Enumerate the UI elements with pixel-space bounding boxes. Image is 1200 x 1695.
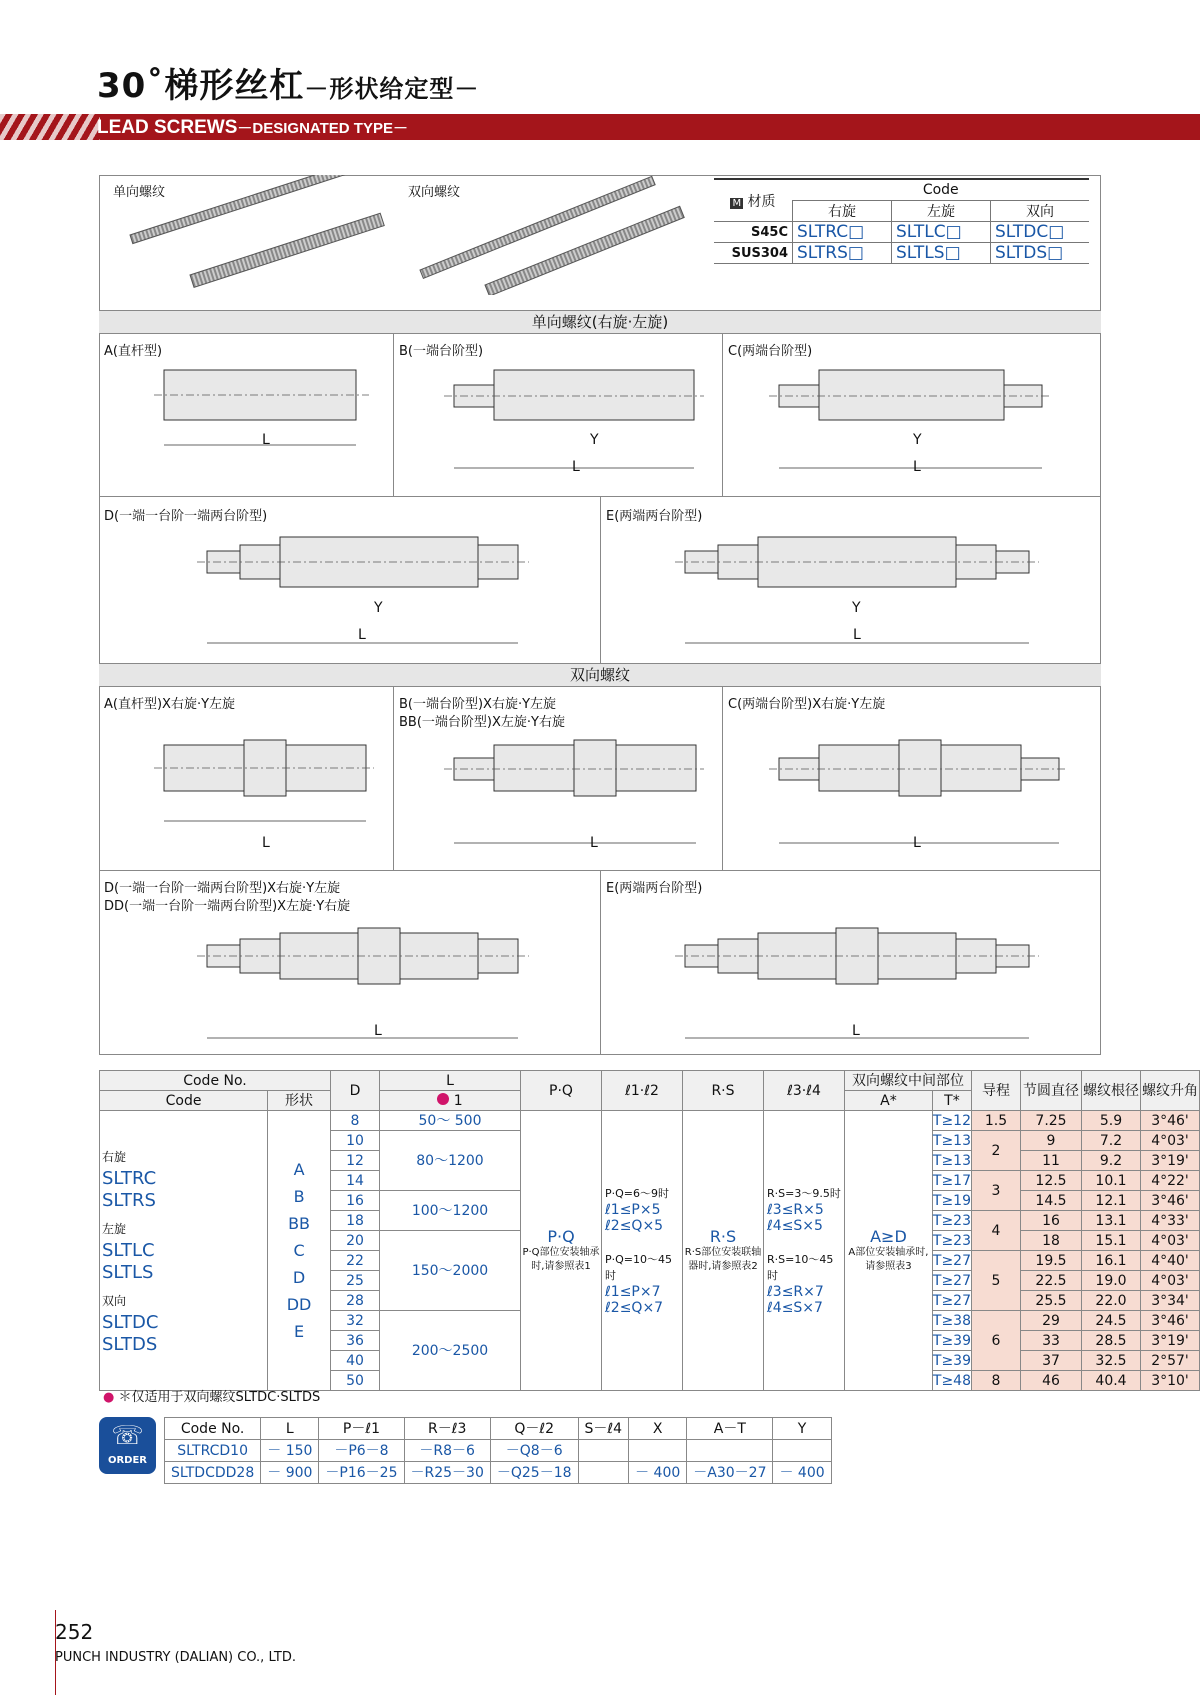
diagram-label: A(直杆型) <box>104 344 163 359</box>
diagram-label: B(一端台阶型) <box>399 344 484 359</box>
double-screw-photo <box>405 175 695 295</box>
code-item: SLTDS <box>102 1333 158 1355</box>
section-double: 双向螺纹 <box>99 663 1101 687</box>
code-item: SLTRS <box>102 1189 156 1211</box>
diagram-label: C(两端台阶型)X右旋·Y左旋 <box>728 697 886 712</box>
th-d: D <box>331 1071 380 1111</box>
diagram-label: D(一端一台阶一端两台阶型) <box>104 509 268 524</box>
th-code: Code <box>100 1091 268 1111</box>
order-table: Code No. L P－ℓ1 R－ℓ3 Q－ℓ2 S－ℓ4 X A－T Y SLTRCD10 － 150 －P6－8 －R8－6 －Q8－6 SLTDCDD28 － 900 －P16－25 －R25－30 －Q25－18 － 400 －A30－27 － 400 <box>164 1417 832 1484</box>
dim-label: L <box>262 835 270 851</box>
technical-drawings <box>99 333 1101 1055</box>
code-cell: SLTLS□ <box>892 243 991 264</box>
th-pq: P·Q <box>521 1071 602 1111</box>
material-s45c: S45C <box>714 222 793 243</box>
col-right: 右旋 <box>793 201 892 222</box>
diagram-label: C(两端台阶型) <box>728 344 813 359</box>
code-header: Code <box>793 179 1090 201</box>
code-cell: SLTRC□ <box>793 222 892 243</box>
order-th: S－ℓ4 <box>578 1418 629 1440</box>
angle-cell: 3°46' <box>1141 1111 1200 1131</box>
diagram-label: A(直杆型)X右旋·Y左旋 <box>104 697 236 712</box>
th-lead: 导程 <box>972 1071 1021 1111</box>
code-cell: SLTDS□ <box>991 243 1090 264</box>
diagram-label: BB(一端台阶型)X左旋·Y右旋 <box>399 715 565 730</box>
pitch-cell: 7.25 <box>1021 1111 1082 1131</box>
spec-note: ● ＊仅适用于双向螺纹SLTDC·SLTDS <box>103 1390 321 1405</box>
code-cat: 右旋 <box>102 1149 127 1164</box>
diagram-label: D(一端一台阶一端两台阶型)X右旋·Y左旋 <box>104 881 341 896</box>
pq-cell: P·Q P·Q部位安装轴承时,请参照表1 <box>521 1111 602 1391</box>
l34-cell: R·S=3～9.5时 ℓ3≤R×5 ℓ4≤S×5 R·S=10～45时 ℓ3≤R×7 ℓ4≤S×7 <box>764 1111 845 1391</box>
dim-label: L <box>262 432 270 448</box>
material-header: M 材质 <box>714 179 793 222</box>
dim-label: L <box>913 835 921 851</box>
dim-label: L <box>853 627 861 643</box>
page-title: 30˚梯形丝杠－形状给定型－ <box>97 66 480 106</box>
material-icon: M <box>732 197 742 209</box>
page-number: 252 <box>55 1620 94 1644</box>
th-mid: 双向螺纹中间部位 <box>845 1071 972 1091</box>
shape-column: A B BB C D DD E <box>268 1111 331 1391</box>
dim-label: Y <box>590 432 599 448</box>
spec-table: Code No. D L P·Q ℓ1·ℓ2 R·S ℓ3·ℓ4 双向螺纹中间部位 导程 节圆直径 螺纹根径 螺纹升角 Code 形状 1 A* T* 右旋 SLTRC SLTRS 左旋 SLTLC SLTLS 双向 SLTDC SLTDS A B BB C D DD E 8 50～ 500 P·Q P·Q部位安装轴承时,请参照表1 P·Q=6～9时 ℓ1≤P×5 ℓ2≤Q×5 P·Q=10～45时 ℓ1≤P×7 ℓ2≤Q×7 R·S R·S部位安装联轴器时,请参照表2 R·S=3～9.5时 ℓ3≤R×5 ℓ4≤S×5 R·S=10～45时 ℓ3≤R×7 ℓ4≤S×7 A≥D A部位安装轴承时,请参照表3 T≥12 1.5 7.25 5.9 3°46' 10 80～1200 T≥13 2 9 7.2 4°03' 12 T≥13 11 9.2 3°19' 14 T≥17 3 12.5 10.1 4°22' 16 100～1200 T≥19 14.5 12.1 3°46' 18 T≥23 4 16 13.1 4°33' 20 150～2000 T≥23 18 15.1 4°03' 22 T≥27 5 19.5 16.1 4°40' 25 T≥27 22.5 19.0 4°03' 28 T≥27 25.5 22.0 3°34' 32 200～2500 T≥38 6 29 24.5 3°46' 36 T≥39 33 28.5 3°19' 40 T≥39 37 32.5 2°57' 50 T≥48 8 46 40.4 3°10' <box>99 1070 1200 1391</box>
a-cell: A≥D A部位安装轴承时,请参照表3 <box>845 1111 933 1391</box>
company-name: PUNCH INDUSTRY (DALIAN) CO., LTD. <box>55 1650 296 1665</box>
order-th: L <box>261 1418 319 1440</box>
code-cat: 左旋 <box>102 1221 127 1236</box>
th-pitch: 节圆直径 <box>1021 1071 1082 1111</box>
d-cell: 8 <box>331 1111 380 1131</box>
th-rs: R·S <box>683 1071 764 1111</box>
order-th: R－ℓ3 <box>404 1418 490 1440</box>
th-angle: 螺纹升角 <box>1141 1071 1200 1111</box>
banner-title: LEAD SCREWS－DESIGNATED TYPE－ <box>97 117 408 138</box>
order-th: P－ℓ1 <box>319 1418 404 1440</box>
order-th: A－T <box>687 1418 773 1440</box>
material-sus304: SUS304 <box>714 243 793 264</box>
th-a: A* <box>845 1091 933 1111</box>
dim-label: Y <box>852 600 861 616</box>
diagram-label: DD(一端一台阶一端两台阶型)X左旋·Y右旋 <box>104 899 351 914</box>
order-th: Y <box>773 1418 831 1440</box>
dim-label: L <box>374 1023 382 1039</box>
diagram-label: B(一端台阶型)X右旋·Y左旋 <box>399 697 557 712</box>
diagram-label: E(两端两台阶型) <box>606 881 703 896</box>
code-cat: 双向 <box>102 1293 127 1308</box>
dim-label: L <box>572 459 580 475</box>
code-cell: SLTDC□ <box>991 222 1090 243</box>
photo-label-double: 双向螺纹 <box>408 185 461 200</box>
col-double: 双向 <box>991 201 1090 222</box>
dim-label: L <box>590 835 598 851</box>
dim-label: L <box>913 459 921 475</box>
th-shape: 形状 <box>268 1091 331 1111</box>
code-item: SLTRC <box>102 1167 157 1189</box>
dim-label: L <box>852 1023 860 1039</box>
code-cell: SLTLC□ <box>892 222 991 243</box>
lead-cell: 1.5 <box>972 1111 1021 1131</box>
l-cell: 50～ 500 <box>380 1111 521 1131</box>
th-t: T* <box>932 1091 971 1111</box>
root-cell: 5.9 <box>1082 1111 1141 1131</box>
th-l: L <box>380 1071 521 1091</box>
th-l-unit: 1 <box>380 1091 521 1111</box>
dim-label: Y <box>374 600 383 616</box>
th-l12: ℓ1·ℓ2 <box>602 1071 683 1111</box>
banner-hatch <box>0 114 100 140</box>
th-root: 螺纹根径 <box>1082 1071 1141 1111</box>
th-l34: ℓ3·ℓ4 <box>764 1071 845 1111</box>
order-th: Code No. <box>165 1418 261 1440</box>
single-screw-photo <box>110 175 400 295</box>
section-single: 单向螺纹(右旋·左旋) <box>99 310 1101 334</box>
code-item: SLTLS <box>102 1261 154 1283</box>
order-th: X <box>629 1418 687 1440</box>
photo-label-single: 单向螺纹 <box>113 185 166 200</box>
rs-cell: R·S R·S部位安装联轴器时,请参照表2 <box>683 1111 764 1391</box>
l12-cell: P·Q=6～9时 ℓ1≤P×5 ℓ2≤Q×5 P·Q=10～45时 ℓ1≤P×7 ℓ2≤Q×7 <box>602 1111 683 1391</box>
unit-icon <box>437 1093 449 1105</box>
code-item: SLTDC <box>102 1311 159 1333</box>
warning-icon: ● <box>103 1390 115 1405</box>
order-th: Q－ℓ2 <box>490 1418 578 1440</box>
code-column <box>100 1111 268 1391</box>
t-cell: T≥12 <box>932 1112 971 1129</box>
diagram-label: E(两端两台阶型) <box>606 509 703 524</box>
col-left: 左旋 <box>892 201 991 222</box>
code-item: SLTLC <box>102 1239 155 1261</box>
order-icon: ☏ ORDER <box>99 1417 156 1474</box>
th-code-no: Code No. <box>100 1071 331 1091</box>
code-table <box>714 178 1089 264</box>
dim-label: Y <box>913 432 922 448</box>
dim-label: L <box>358 627 366 643</box>
code-cell: SLTRS□ <box>793 243 892 264</box>
